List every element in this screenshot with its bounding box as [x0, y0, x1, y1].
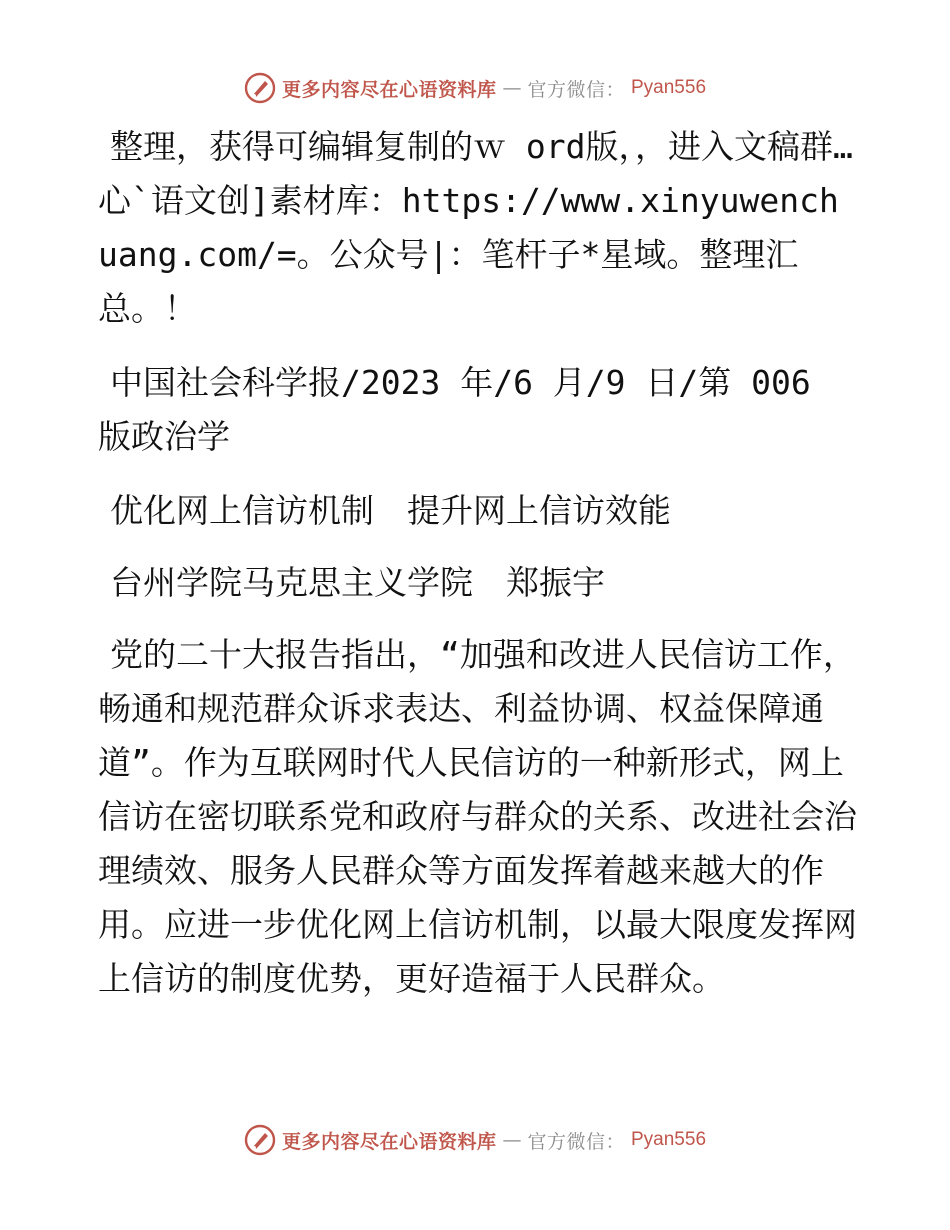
article-author: 台州学院马克思主义学院 郑振宇: [110, 563, 605, 602]
banner-dash: —: [502, 1129, 522, 1151]
banner-contact: Pyan556: [631, 77, 707, 98]
banner-text: 更多内容尽在心语资料库: [281, 78, 497, 101]
document-body: [98, 120, 858, 1026]
article-title: 优化网上信访机制 提升网上信访效能: [110, 491, 671, 530]
source-line: 中国社会科学报/2023 年/6 月/9 日/第 006 版政治学: [98, 363, 811, 456]
intro-paragraph: 整理，获得可编辑复制的ｗ ord版，，进入文稿群…心`语文创]素材库：https://www.xinyuwenchuang.com/=。公众号|：笔杆子*星域。整理汇总。！: [98, 127, 853, 328]
body-paragraph: 党的二十大报告指出，“加强和改进人民信访工作，畅通和规范群众诉求表达、利益协调、权益保障通道”。作为互联网时代人民信访的一种新形式，网上信访在密切联系党和政府与群众的关系、改进社会治理绩效、服务人民群众等方面发挥着越来越大的作用。应进一步优化网上信访机制，以最大限度发挥网上信访的制度优势，更好造福于人民群众。: [98, 635, 857, 998]
seal-pen-icon: [244, 1124, 276, 1156]
banner-contact: Pyan556: [631, 1129, 707, 1150]
banner-text: 更多内容尽在心语资料库: [281, 1130, 497, 1153]
banner-dash: —: [502, 77, 522, 99]
banner-official: 官方微信：: [527, 1130, 625, 1153]
footer-banner: [0, 1120, 950, 1160]
header-banner: [0, 68, 950, 108]
seal-pen-icon: [244, 72, 276, 104]
banner-official: 官方微信：: [527, 78, 625, 101]
